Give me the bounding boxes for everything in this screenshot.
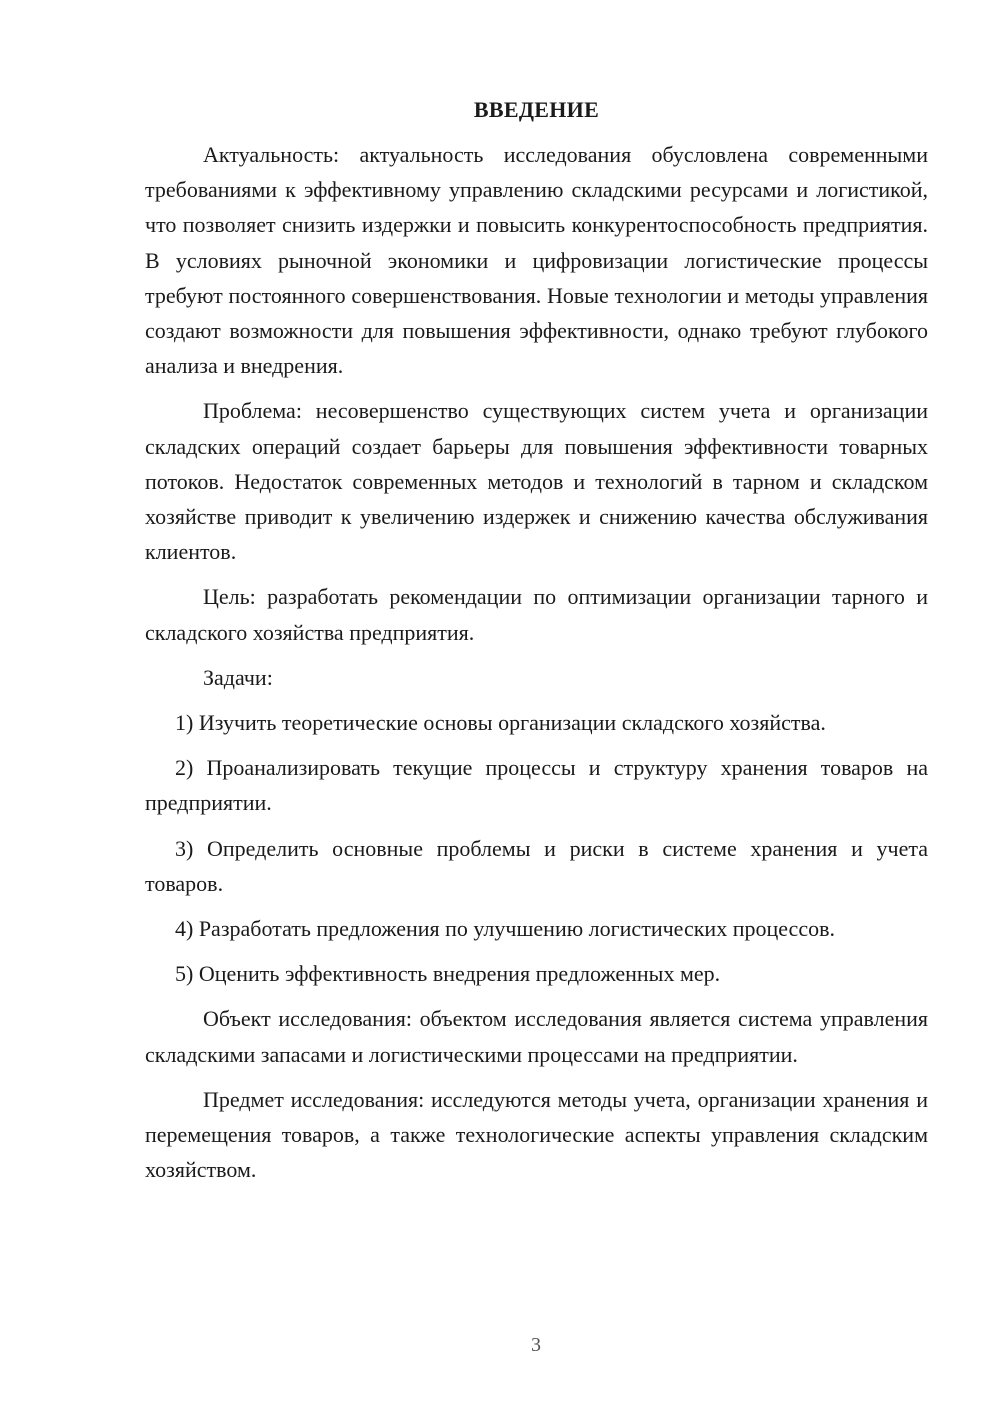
task-item-1: 1) Изучить теоретические основы организации складского хозяйства. <box>175 710 826 736</box>
paragraph-object: Объект исследования: объектом исследования является система управления складскими запасами и логистическими процессами на предприятии. <box>145 1006 928 1067</box>
paragraph-problem: Проблема: несовершенство существующих систем учета и организации складских операций создает барьеры для повышения эффективности товарных потоков. Недостаток современных методов и технологий в тарном и складском хозяйстве приводит к увеличению издержек и снижению качества обслуживания клиентов. <box>145 398 928 565</box>
page-number: 3 <box>531 1334 541 1356</box>
paragraph-goal: Цель: разработать рекомендации по оптимизации организации тарного и складского хозяйства предприятия. <box>145 584 928 645</box>
paragraph-relevance: Актуальность: актуальность исследования обусловлена современными требованиями к эффективному управлению складскими ресурсами и логистикой, что позволяет снизить издержки и повысить конкурентоспособность предприятия. В условиях рыночной экономики и цифровизации логистические процессы требуют постоянного совершенствования. Новые технологии и методы управления создают возможности для повышения эффективности, однако требуют глубокого анализа и внедрения. <box>145 142 928 379</box>
paragraph-subject: Предмет исследования: исследуются методы учета, организации хранения и перемещения товаров, а также технологические аспекты управления складским хозяйством. <box>145 1086 928 1183</box>
section-title: ВВЕДЕНИЕ <box>473 97 600 122</box>
task-item-4: 4) Разработать предложения по улучшению логистических процессов. <box>175 916 835 942</box>
tasks-heading: Задачи: <box>203 664 273 690</box>
document-body <box>145 95 928 1197</box>
task-item-5: 5) Оценить эффективность внедрения предложенных мер. <box>175 961 721 987</box>
task-item-3: 3) Определить основные проблемы и риски в системе хранения и учета товаров. <box>145 835 928 896</box>
task-item-2: 2) Проанализировать текущие процессы и структуру хранения товаров на предприятии. <box>145 755 928 816</box>
